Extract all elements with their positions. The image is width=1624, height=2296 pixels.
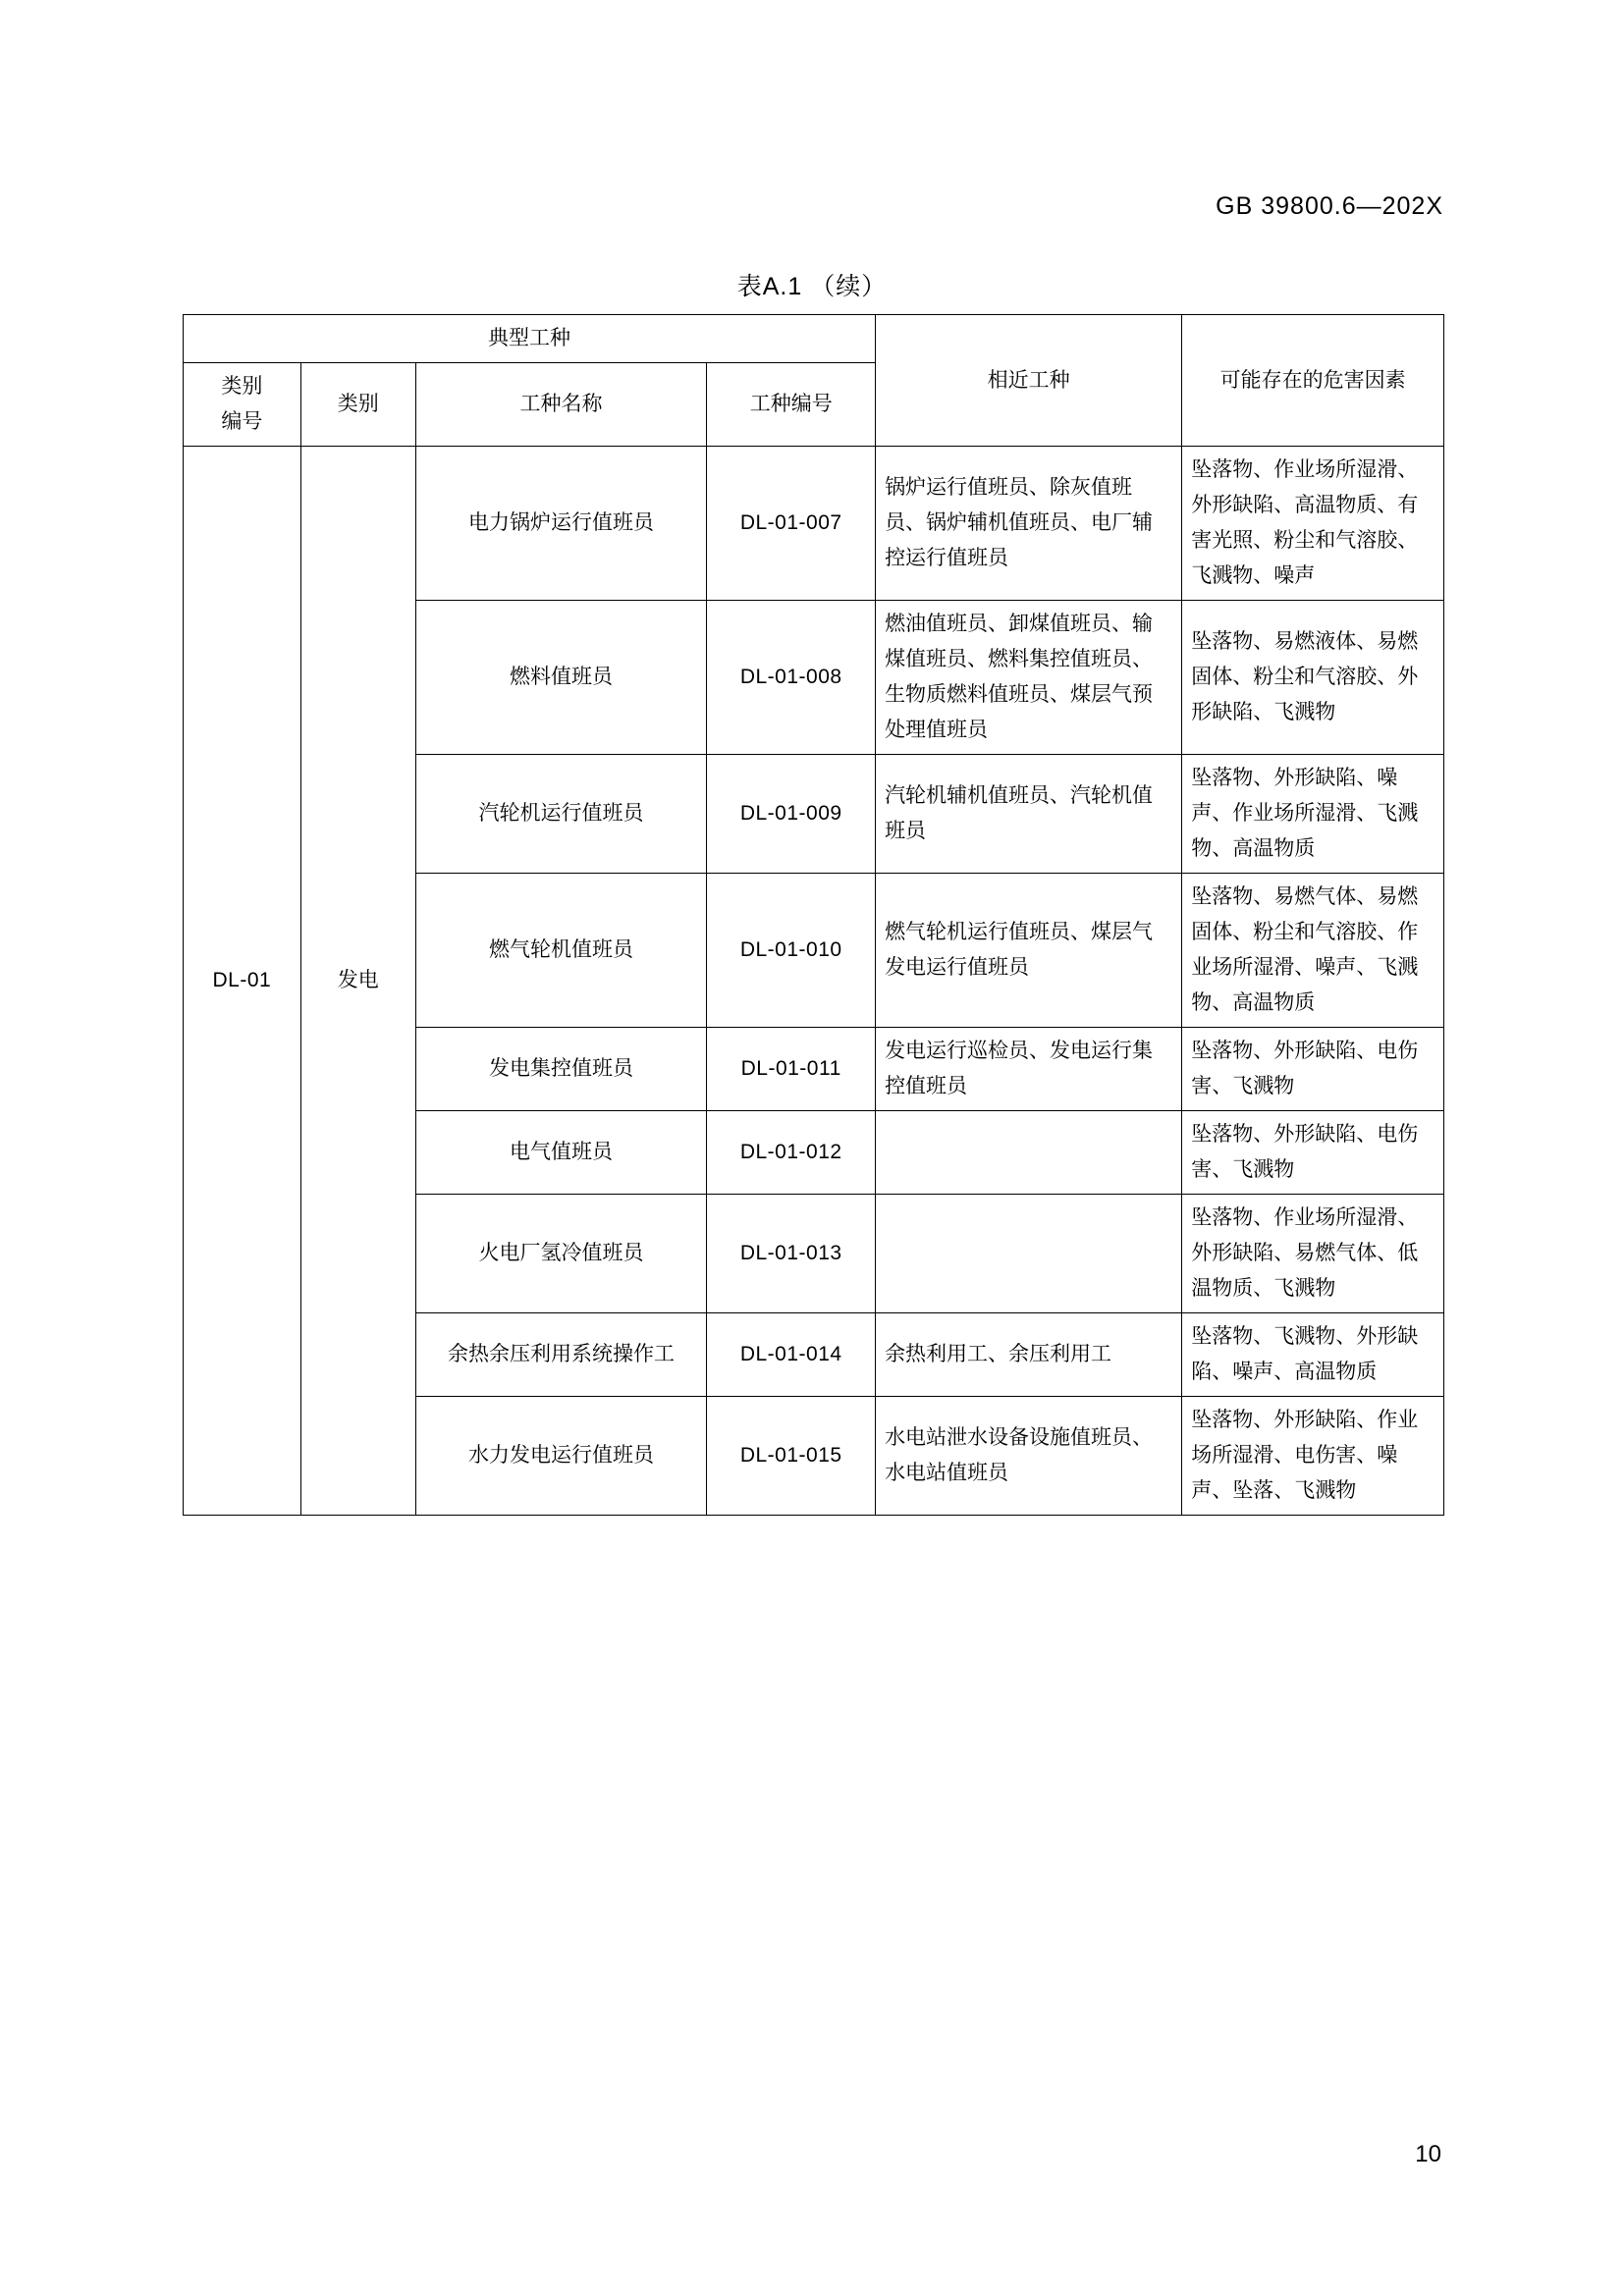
header-similar-jobs: 相近工种 <box>876 315 1182 447</box>
header-job-code: 工种编号 <box>707 363 876 447</box>
cell-hazards: 坠落物、外形缺陷、电伤害、飞溅物 <box>1182 1111 1444 1195</box>
cell-hazards: 坠落物、作业场所湿滑、外形缺陷、易燃气体、低温物质、飞溅物 <box>1182 1195 1444 1313</box>
cell-hazards: 坠落物、易燃液体、易燃固体、粉尘和气溶胶、外形缺陷、飞溅物 <box>1182 601 1444 755</box>
cell-category-code: DL-01 <box>184 447 301 1516</box>
cell-job-name: 燃气轮机值班员 <box>415 874 707 1028</box>
cell-hazards: 坠落物、飞溅物、外形缺陷、噪声、高温物质 <box>1182 1313 1444 1397</box>
table-container <box>183 314 1444 1516</box>
cell-job-code: DL-01-010 <box>707 874 876 1028</box>
cell-hazards: 坠落物、外形缺陷、作业场所湿滑、电伤害、噪声、坠落、飞溅物 <box>1182 1397 1444 1516</box>
header-category-code-line2: 编号 <box>221 410 263 433</box>
cell-job-code: DL-01-009 <box>707 755 876 874</box>
cell-category-name: 发电 <box>300 447 415 1516</box>
cell-job-code: DL-01-012 <box>707 1111 876 1195</box>
header-job-name: 工种名称 <box>415 363 707 447</box>
page-number: 10 <box>1415 2141 1441 2167</box>
header-category-code <box>184 363 301 447</box>
standard-code-header: GB 39800.6—202X <box>1216 192 1443 220</box>
cell-job-name: 电气值班员 <box>415 1111 707 1195</box>
header-typical-job-group: 典型工种 <box>184 315 876 363</box>
cell-job-name: 汽轮机运行值班员 <box>415 755 707 874</box>
cell-similar-jobs <box>876 1111 1182 1195</box>
cell-job-code: DL-01-007 <box>707 447 876 601</box>
cell-job-code: DL-01-013 <box>707 1195 876 1313</box>
cell-job-code: DL-01-014 <box>707 1313 876 1397</box>
cell-job-code: DL-01-008 <box>707 601 876 755</box>
cell-hazards: 坠落物、易燃气体、易燃固体、粉尘和气溶胶、作业场所湿滑、噪声、飞溅物、高温物质 <box>1182 874 1444 1028</box>
cell-hazards: 坠落物、作业场所湿滑、外形缺陷、高温物质、有害光照、粉尘和气溶胶、飞溅物、噪声 <box>1182 447 1444 601</box>
table-caption: 表A.1 （续） <box>736 273 888 300</box>
cell-similar-jobs: 燃油值班员、卸煤值班员、输煤值班员、燃料集控值班员、生物质燃料值班员、煤层气预处理值班员 <box>876 601 1182 755</box>
cell-hazards: 坠落物、外形缺陷、噪声、作业场所湿滑、飞溅物、高温物质 <box>1182 755 1444 874</box>
cell-similar-jobs: 余热利用工、余压利用工 <box>876 1313 1182 1397</box>
job-hazard-table <box>183 314 1444 1516</box>
cell-similar-jobs: 水电站泄水设备设施值班员、水电站值班员 <box>876 1397 1182 1516</box>
cell-hazards: 坠落物、外形缺陷、电伤害、飞溅物 <box>1182 1028 1444 1111</box>
cell-job-name: 水力发电运行值班员 <box>415 1397 707 1516</box>
cell-similar-jobs: 发电运行巡检员、发电运行集控值班员 <box>876 1028 1182 1111</box>
cell-similar-jobs: 汽轮机辅机值班员、汽轮机值班员 <box>876 755 1182 874</box>
header-category: 类别 <box>300 363 415 447</box>
cell-job-name: 火电厂氢冷值班员 <box>415 1195 707 1313</box>
cell-job-code: DL-01-015 <box>707 1397 876 1516</box>
header-category-code-line1: 类别 <box>221 375 263 398</box>
cell-job-name: 电力锅炉运行值班员 <box>415 447 707 601</box>
table-header-group-row <box>184 315 1444 363</box>
table-row <box>184 447 1444 601</box>
cell-similar-jobs <box>876 1195 1182 1313</box>
cell-job-name: 发电集控值班员 <box>415 1028 707 1111</box>
cell-job-name: 余热余压利用系统操作工 <box>415 1313 707 1397</box>
cell-job-name: 燃料值班员 <box>415 601 707 755</box>
cell-similar-jobs: 燃气轮机运行值班员、煤层气发电运行值班员 <box>876 874 1182 1028</box>
cell-similar-jobs: 锅炉运行值班员、除灰值班员、锅炉辅机值班员、电厂辅控运行值班员 <box>876 447 1182 601</box>
cell-job-code: DL-01-011 <box>707 1028 876 1111</box>
header-hazards: 可能存在的危害因素 <box>1182 315 1444 447</box>
